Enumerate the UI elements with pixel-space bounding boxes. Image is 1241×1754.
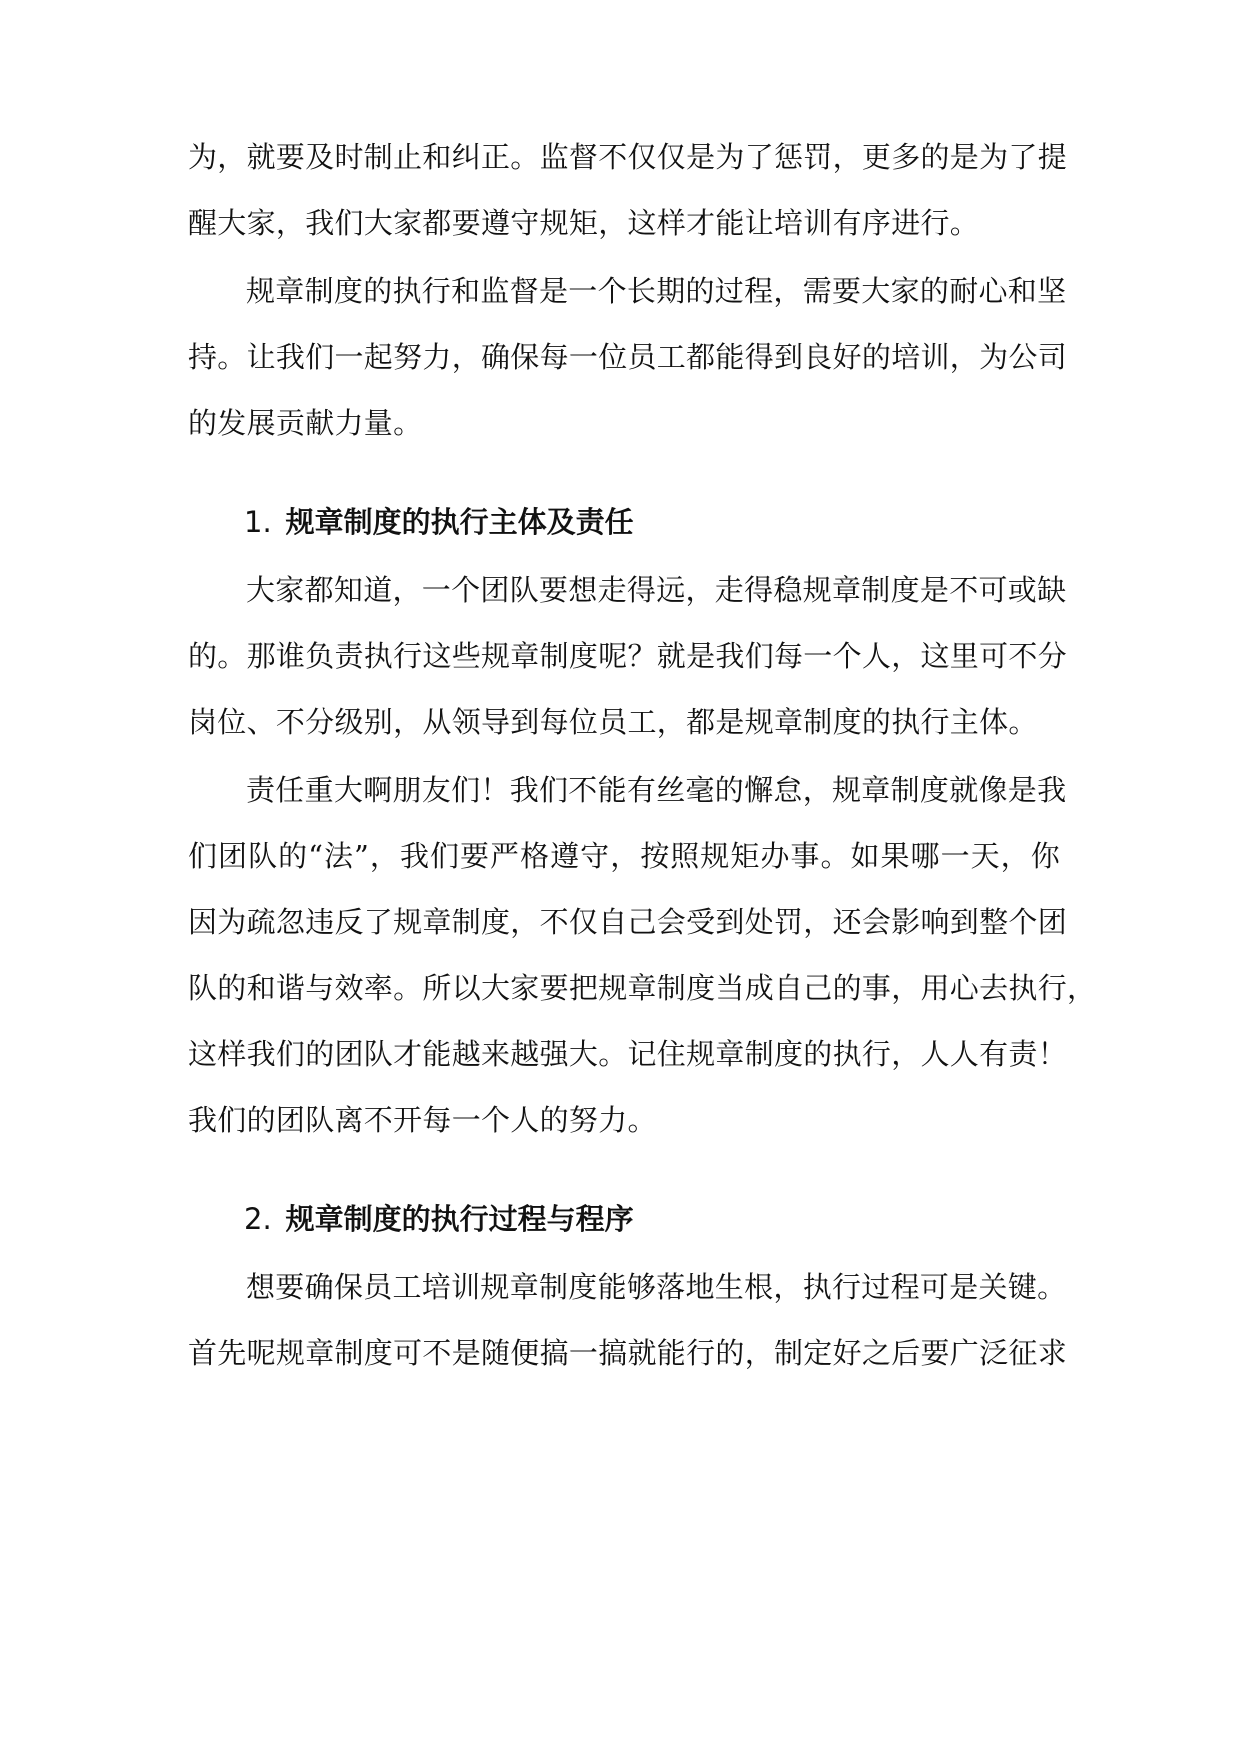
section-heading-2 xyxy=(244,1199,634,1239)
paragraph-line: 的发展贡献力量。 xyxy=(188,406,423,440)
paragraph-line: 为，就要及时制止和纠正。监督不仅仅是为了惩罚，更多的是为了提 xyxy=(188,140,1068,174)
section-heading-text: 规章制度的执行过程与程序 xyxy=(285,1202,634,1236)
paragraph-line: 因为疏忽违反了规章制度，不仅自己会受到处罚，还会影响到整个团 xyxy=(188,905,1068,939)
paragraph-line: 想要确保员工培训规章制度能够落地生根，执行过程可是关键。 xyxy=(246,1270,1067,1304)
paragraph-line: 队的和谐与效率。所以大家要把规章制度当成自己的事，用心去执行， xyxy=(188,971,1097,1005)
paragraph-line: 规章制度的执行和监督是一个长期的过程，需要大家的耐心和坚 xyxy=(246,274,1067,308)
paragraph-line: 这样我们的团队才能越来越强大。记住规章制度的执行，人人有责！ xyxy=(188,1037,1068,1071)
section-heading-1 xyxy=(244,502,634,542)
paragraph-line: 醒大家，我们大家都要遵守规矩，这样才能让培训有序进行。 xyxy=(188,206,980,240)
paragraph-line: 首先呢规章制度可不是随便搞一搞就能行的，制定好之后要广泛征求 xyxy=(188,1336,1068,1370)
section-heading-number: 2. xyxy=(244,1202,272,1236)
section-heading-text: 规章制度的执行主体及责任 xyxy=(285,505,634,539)
paragraph-line: 我们的团队离不开每一个人的努力。 xyxy=(188,1103,657,1137)
section-heading-number: 1. xyxy=(244,505,272,539)
paragraph-line: 的。那谁负责执行这些规章制度呢？就是我们每一个人，这里可不分 xyxy=(188,639,1068,673)
paragraph-line: 责任重大啊朋友们！我们不能有丝毫的懈怠，规章制度就像是我 xyxy=(246,773,1067,807)
paragraph-line: 持。让我们一起努力，确保每一位员工都能得到良好的培训，为公司 xyxy=(188,340,1068,374)
paragraph-line: 们团队的“法”，我们要严格遵守，按照规矩办事。如果哪一天，你 xyxy=(188,839,1060,873)
paragraph-line: 大家都知道，一个团队要想走得远，走得稳规章制度是不可或缺 xyxy=(246,573,1067,607)
paragraph-line: 岗位、不分级别，从领导到每位员工，都是规章制度的执行主体。 xyxy=(188,705,1038,739)
